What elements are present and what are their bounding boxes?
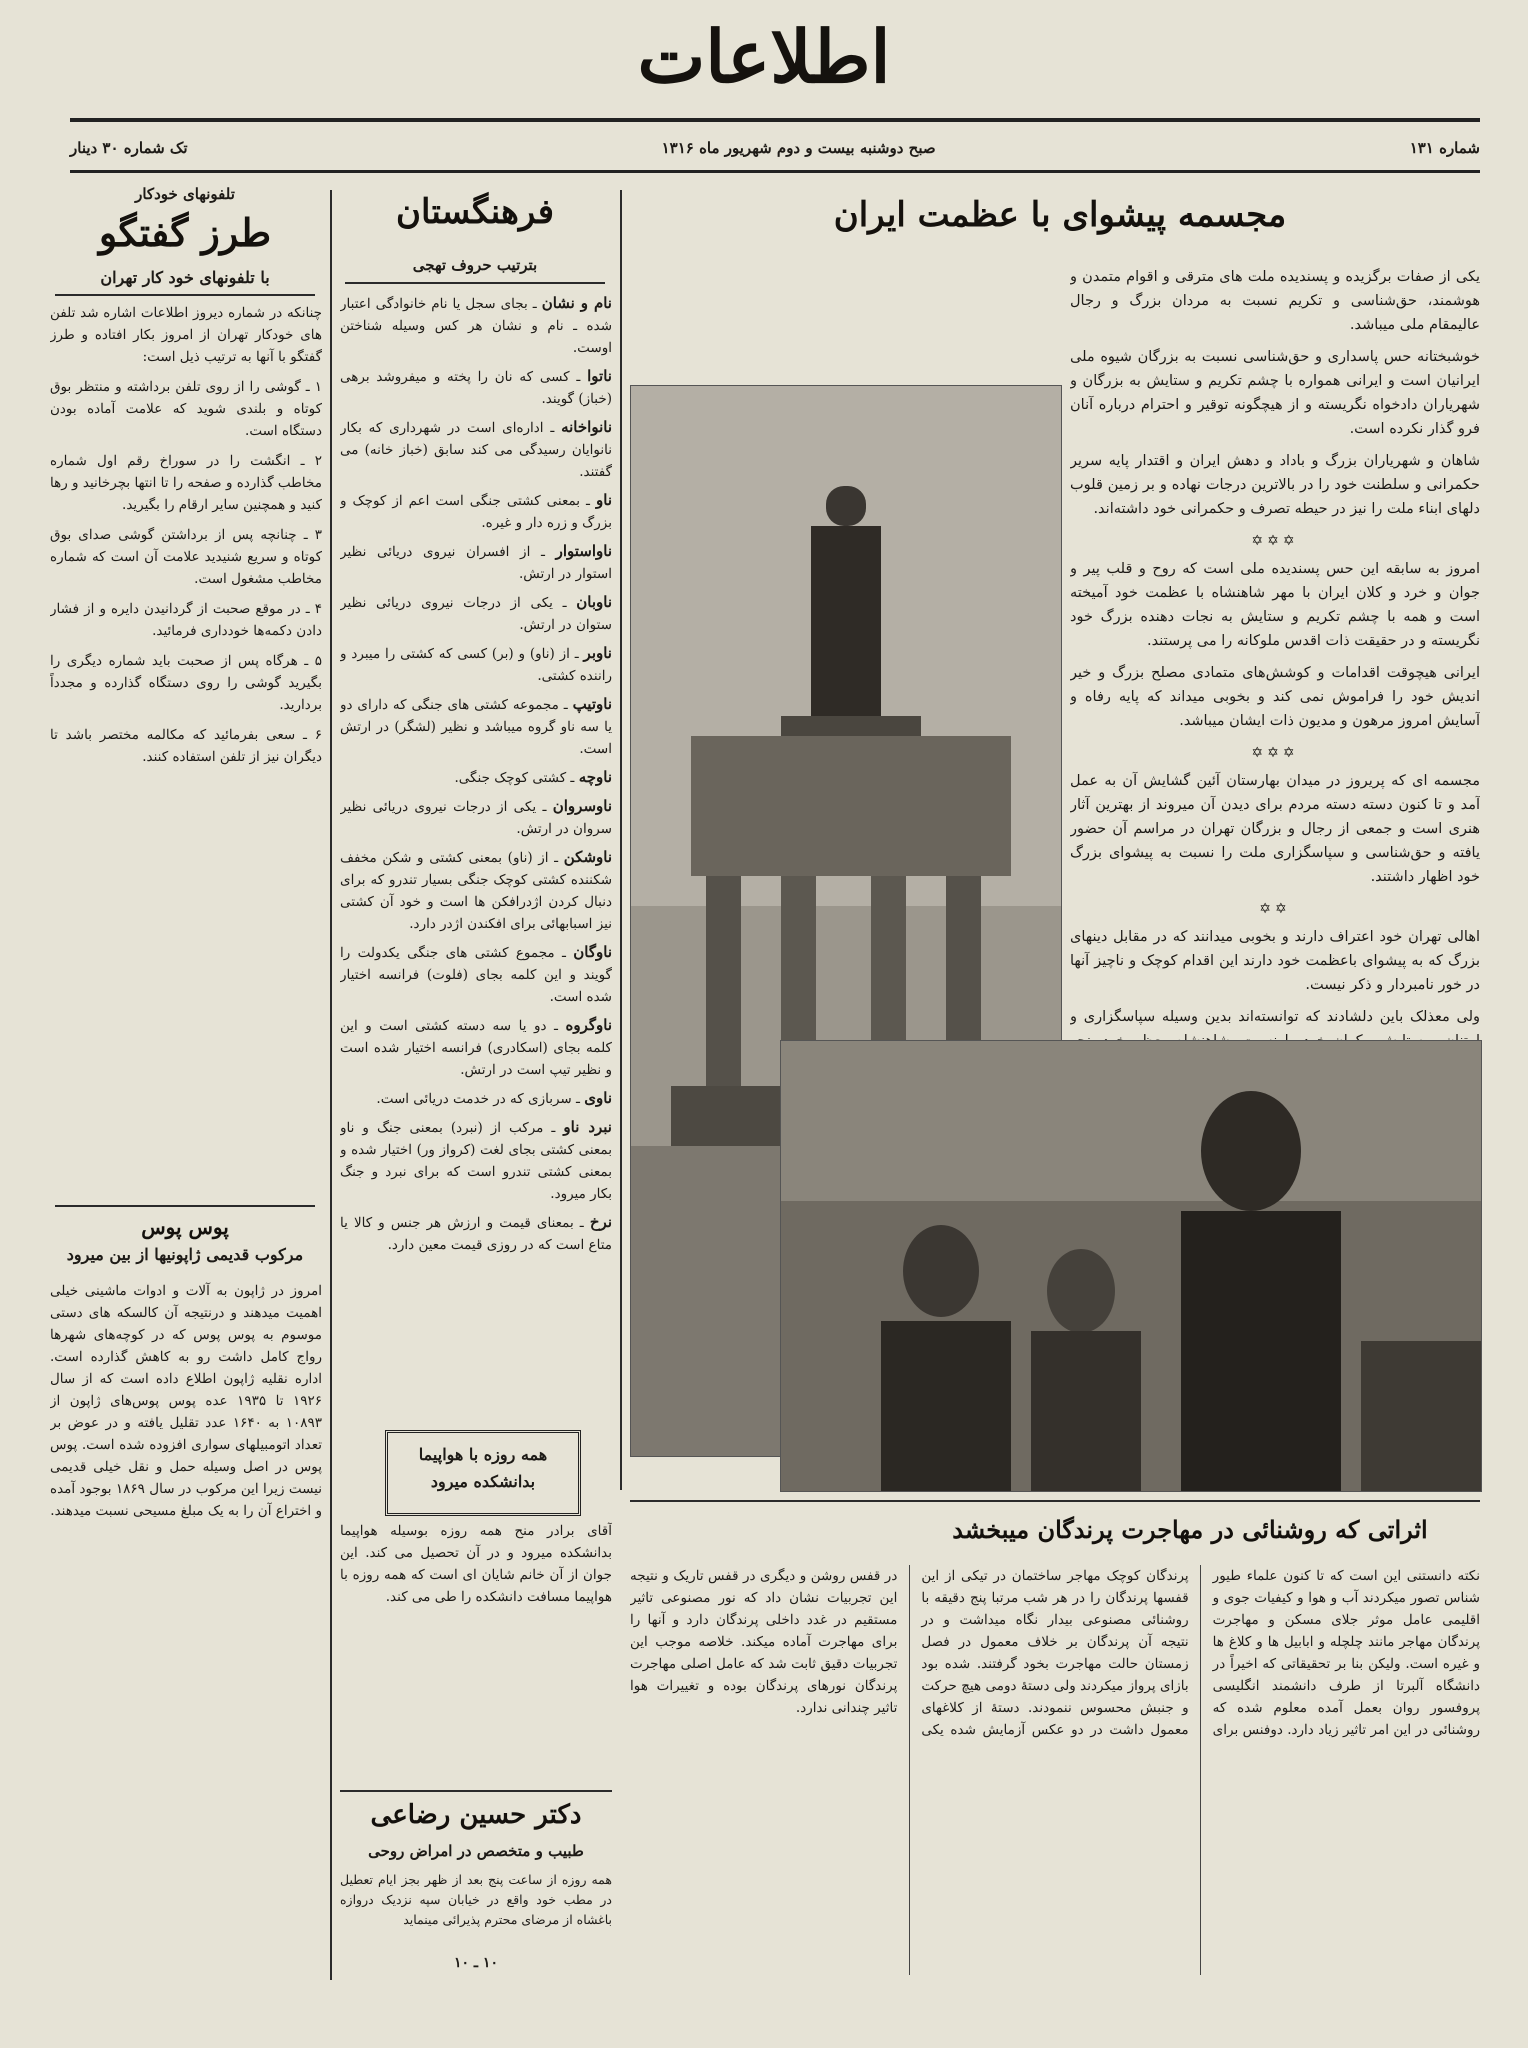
main-paragraph: شاهان و شهریاران بزرگ و باداد و دهش ایران و اقتدار پایه سریر حکمرانی و سلطنت خود را در بالاترین درجات نهاده و بر زمین قلوب دلهای ابناء ملت را نیز در حیطه تصرف و حکمرانی خود داشته‌اند. bbox=[1070, 453, 1480, 517]
entry-word: نام و نشان bbox=[541, 294, 612, 312]
entry-definition: کسی که نان را پخته و میفروشد برهی (خباز) گویند. bbox=[340, 369, 612, 407]
telephone-body bbox=[50, 302, 322, 1192]
separator-stars: ✡✡✡ bbox=[1251, 745, 1299, 761]
entry-word: ناوبر bbox=[583, 644, 612, 662]
entry-word: ناوچه bbox=[578, 768, 612, 786]
entry-definition: یکی از درجات نیروی دریائی نظیر سروان در ارتش. bbox=[340, 799, 612, 837]
issue-bar bbox=[70, 130, 1480, 166]
masthead bbox=[0, 0, 1528, 110]
dictionary-entry: نبرد ناو ـ مرکب از (نبرد) بمعنی جنگ و ناو بمعنی کشتی بجای لغت (کرواز ور) اختیار شده و بمعنی کشتی تندرو است که برای نبرد و جنگ بکار میرود. bbox=[340, 1118, 612, 1202]
section-rule bbox=[55, 294, 315, 296]
main-paragraph: امروز به سابقه این حس پسندیده ملی است که روح و قلب پیر و جوان و خرد و کلان ایران با مهر شاهنشاه با عظمت خود آمیخته است و همه با چشم تکریم و ستایش به نجات دهنده بزرگ خود نگریسته و در حقیقت ذات اقدس ملوکانه را می پرستند. bbox=[1070, 561, 1480, 649]
dictionary-entry: ناواستوار ـ از افسران نیروی دریائی نظیر استوار در ارتش. bbox=[340, 542, 612, 582]
masthead-rule bbox=[70, 118, 1480, 122]
doctor-role: طبیب و متخصص در امراض روحی bbox=[368, 1842, 584, 1860]
ceremony-photo bbox=[780, 1040, 1482, 1492]
entry-definition: اداره‌ای است در شهرداری که بکار نانوایان رسیدگی می کند سابق (خباز خانه) می گفتند. bbox=[340, 420, 612, 480]
entry-word: ناوگروه bbox=[565, 1016, 612, 1034]
entry-definition: از (ناو) و (بر) کسی که کشتی را میبرد و راننده کشتی. bbox=[340, 646, 612, 684]
farhangestan-subtitle: بترتیب حروف تهجی bbox=[412, 256, 538, 274]
telephone-step: ۵ ـ هرگاه پس از صحبت باید شماره دیگری را بگیرید گوشی را روی دستگاه گذارده و مجدداً بردارید. bbox=[50, 653, 322, 713]
entry-definition: سربازی که در خدمت دریائی است. bbox=[376, 1091, 572, 1107]
doctor-text: همه روزه از ساعت پنج بعد از ظهر بجز ایام تعطیل در مطب خود واقع در خیابان سپه نزدیک دروازه باغشاه از مرضای محترم پذیرائی مینماید bbox=[340, 1872, 612, 1927]
telephone-step: ۱ ـ گوشی را از روی تلفن برداشته و منتظر بوق کوتاه و بلندی شوید که علامت آماده بودن دستگاه است. bbox=[50, 379, 322, 439]
section-rule bbox=[340, 1790, 612, 1792]
dictionary-entry: نانواخانه ـ اداره‌ای است در شهرداری که بکار نانوایان رسیدگی می کند سابق (خباز خانه) می گفتند. bbox=[340, 418, 612, 480]
newspaper-title: اطلاعات bbox=[637, 14, 891, 99]
main-paragraph: مجسمه ای که پریروز در میدان بهارستان آئین گشایش آن به عمل آمد و تا کنون دسته دسته مردم برای دیدن آن میروند از بهترین آثار هنری است و جمعی از رجال و بزرگان تهران در مراسم آن حضور یافته و حق‌شناسی و سپاسگزاری ملت را نسبت به پیشوای بزرگ خود اظهار داشتند. bbox=[1070, 773, 1480, 885]
main-paragraph: یکی از صفات برگزیده و پسندیده ملت های مترقی و اقوام متمدن و هوشمند، حق‌شناسی و تکریم نسبت به مردان بزرگ و رجال عالیمقام ملی میباشد. bbox=[1070, 269, 1480, 333]
entry-definition: کشتی کوچک جنگی. bbox=[454, 770, 567, 786]
section-rule bbox=[630, 1500, 1480, 1502]
entry-word: ناوسروان bbox=[552, 797, 612, 815]
entry-definition: از (ناو) بمعنی کشتی و شکن مخفف شکننده کشتی کوچک جنگی بسیار تندرو که برای دنبال کردن اژدرافکن ها است و خود آن کشتی نیز اسبابهائی برای افکندن اژدر دارد. bbox=[340, 850, 612, 932]
dictionary-entry: ناوبر ـ از (ناو) و (بر) کسی که کشتی را میبرد و راننده کشتی. bbox=[340, 644, 612, 684]
entry-word: ناوتیپ bbox=[572, 695, 612, 713]
main-headline: مجسمه پیشوای با عظمت ایران bbox=[833, 195, 1287, 235]
column-divider bbox=[620, 190, 622, 1490]
pousse-body: امروز در ژاپون به آلات و ادوات ماشینی خیلی اهمیت میدهند و درنتیجه آن کالسکه های دستی موسوم به پوس پوس که در کوچه‌های شهرها رواج کامل داشت رو به کاهش گذارده است. اداره نقلیه ژاپون اطلاع داده است که از سال ۱۹۲۶ تا ۱۹۳۵ عده پوس پوس‌های ژاپون از ۱۰۸۹۳ به ۱۶۴۰ عدد تقلیل یافته و در عوض بر تعداد اتومبیلهای سواری افزوده شده است. پوس پوس در اصل وسیله حمل و نقل خیلی قدیمی نیست زیرا این مرکوب در سال ۱۸۶۹ بوجود آمده و اختراع آن را به یک مبلغ مسیحی نسبت میدهند. bbox=[50, 1283, 322, 1519]
telephone-kicker: تلفونهای خودکار bbox=[135, 185, 235, 203]
issue-rule bbox=[70, 170, 1480, 173]
dictionary-entry: ناتوا ـ کسی که نان را پخته و میفروشد برهی (خباز) گویند. bbox=[340, 367, 612, 407]
pousse-subtitle: مرکوب قدیمی ژاپونیها از بین میرود bbox=[66, 1245, 304, 1264]
dictionary-entry: ناوگان ـ مجموع کشتی های جنگی یکدولت را گویند و این کلمه بجای (فلوت) فرانسه اختیار شده است. bbox=[340, 943, 612, 1005]
telephone-step: ۴ ـ در موقع صحبت از گردانیدن دایره و از فشار دادن دکمه‌ها خودداری فرمائید. bbox=[50, 601, 322, 639]
farhangestan-entries bbox=[340, 292, 612, 1432]
issue-number: شماره ۱۳۱ bbox=[1409, 139, 1480, 157]
entry-word: ناو bbox=[596, 491, 612, 509]
airplane-article: آقای برادر منح همه روزه بوسیله هواپیما بدانشکده میرود و در آن تحصیل می کند. این جوان از آن خانم شایان ای است که همه روزه با هواپیما مسافت دانشکده را طی می کند. bbox=[340, 1523, 612, 1605]
entry-word: ناوگان bbox=[573, 943, 612, 961]
telephone-subhead: با تلفونهای خود کار تهران bbox=[100, 268, 270, 287]
main-paragraph: خوشبختانه حس پاسداری و حق‌شناسی نسبت به بزرگان شیوه ملی ایرانیان است و ایرانی همواره با چشم تکریم و ستایش به بزرگان و شهریاران دادخواه نگریسته و از هیچگونه توقیر و احترام درباره آنان فرو گذار نکرده است. bbox=[1070, 349, 1480, 437]
entry-word: ناوی bbox=[584, 1089, 612, 1107]
separator-stars: ✡✡✡ bbox=[1251, 533, 1299, 549]
telephone-intro: چنانکه در شماره دیروز اطلاعات اشاره شد تلفن های خودکار تهران از امروز بکار افتاده و طرز گفتگو با آنها به ترتیب ذیل است: bbox=[50, 305, 322, 365]
entry-definition: یکی از درجات نیروی دریائی نظیر ستوان در ارتش. bbox=[340, 595, 612, 633]
dictionary-entry: ناو ـ بمعنی کشتی جنگی است اعم از کوچک و بزرگ و زره دار و غیره. bbox=[340, 491, 612, 531]
section-rule bbox=[345, 282, 605, 284]
farhangestan-title: فرهنگستان bbox=[396, 192, 554, 232]
airplane-box-line1: همه روزه با هواپیما bbox=[418, 1445, 548, 1464]
entry-word: ناواستوار bbox=[555, 542, 612, 560]
pousse-title: پوس پوس bbox=[141, 1215, 229, 1239]
dictionary-entry: ناوبان ـ یکی از درجات نیروی دریائی نظیر ستوان در ارتش. bbox=[340, 593, 612, 633]
dictionary-entry: نام و نشان ـ بجای سجل یا نام خانوادگی اعتبار شده ـ نام و نشان هر کس وسیله شناختن اوست. bbox=[340, 294, 612, 356]
doctor-code: ۱۰ ـ ۱۰ bbox=[454, 1955, 498, 1971]
entry-definition: بمعنای قیمت و ارزش هر جنس و کالا یا متاع است که در روزی قیمت معین دارد. bbox=[340, 1215, 612, 1253]
dictionary-entry: ناوشکن ـ از (ناو) بمعنی کشتی و شکن مخفف شکننده کشتی کوچک جنگی بسیار تندرو که برای دنبال کردن اژدرافکن ها است و خود آن کشتی نیز اسبابهائی برای افکندن اژدر دارد. bbox=[340, 848, 612, 932]
entry-definition: مجموعه کشتی های جنگی که دارای دو یا سه ناو گروه میباشد و نظیر (لشگر) در ارتش است. bbox=[340, 697, 612, 757]
entry-definition: بمعنی کشتی جنگی است اعم از کوچک و بزرگ و زره دار و غیره. bbox=[340, 493, 612, 531]
main-paragraph: ایرانی هیچوقت اقدامات و کوشش‌های متمادی مصلح بزرگ و خیر اندیش خود را فراموش نمی کند و بخوبی میداند که پایه رفاه و آسایش امروز مرهون و مدیون ذات ایشان میباشد. bbox=[1070, 665, 1480, 729]
entry-definition: مجموع کشتی های جنگی یکدولت را گویند و این کلمه بجای (فلوت) فرانسه اختیار شده است. bbox=[340, 945, 612, 1005]
dictionary-entry: نرخ ـ بمعنای قیمت و ارزش هر جنس و کالا یا متاع است که در روزی قیمت معین دارد. bbox=[340, 1213, 612, 1253]
telephone-step: ۶ ـ سعی بفرمائید که مکالمه مختصر باشد تا دیگران نیز از تلفن استفاده کنند. bbox=[50, 727, 322, 765]
entry-definition: دو یا سه دسته کشتی است و این کلمه بجای (اسکادری) فرانسه اختیار شده است و نظیر تیپ است در ارتش. bbox=[340, 1018, 612, 1078]
entry-word: ناوشکن bbox=[563, 848, 612, 866]
airplane-box bbox=[385, 1430, 581, 1516]
dictionary-entry: ناوی ـ سربازی که در خدمت دریائی است. bbox=[376, 1089, 612, 1107]
ceremony-illustration bbox=[781, 1041, 1481, 1491]
entry-definition: بجای سجل یا نام خانوادگی اعتبار شده ـ نام و نشان هر کس وسیله شناختن اوست. bbox=[340, 296, 612, 356]
dictionary-entry: ناوگروه ـ دو یا سه دسته کشتی است و این کلمه بجای (اسکادری) فرانسه اختیار شده است و نظیر تیپ است در ارتش. bbox=[340, 1016, 612, 1078]
telephone-headline: طرز گفتگو bbox=[98, 210, 272, 255]
dictionary-entry: ناوسروان ـ یکی از درجات نیروی دریائی نظیر سروان در ارتش. bbox=[340, 797, 612, 837]
birds-body: نکته دانستنی این است که تا کنون علماء طیور شناس تصور میکردند آب و هوا و کیفیات جوی و اقلیمی عامل موثر جلای مسکن و مهاجرت پرندگان مهاجر مانند چلچله و ابابیل ها و کلاغ ها و غیره است. ولیکن بنا بر تحقیقاتی که اخیراً در دانشگاه آلبرتا از طرف دانشمند انگلیسی پروفسور روان بعمل آمده معلوم شده که روشنائی در این امر تاثیر زیاد دارد. دوفنس برای پرندگان کوچک مهاجر ساختمان در تیکی از این قفسها پرندگان را در هر شب مرتبا پنج دقیقه با روشنائی مصنوعی بیدار نگاه میداشت و در نتیجه آن پرندگان بر خلاف معمول در فصل زمستان حالت مهاجرت بخود گرفتند. شده بود بازای پرواز میکردند ولی دستهٔ دومی هیچ حرکت و جنبش محسوس ننمودند. دستهٔ از کلاغهای معمول داشت در دو عکس آزمایش شده یکی در قفس روشن و دیگری در قفس تاریک و نتیجه این تجربیات نشان داد که نور مصنوعی تاثیر مستقیم در غدد داخلی پرندگان دارد و آنها را برای مهاجرت آماده میکند. خلاصه موجب این تجربیات دقیق ثابت شد که عامل اصلی مهاجرت پرندگان نورهای پرندگان بوده و تغییرات هوا تاثیر چندانی ندارد. bbox=[630, 1568, 1480, 1738]
airplane-box-line2: بدانشکده میرود bbox=[430, 1472, 536, 1491]
entry-definition: مرکب از (نبرد) بمعنی جنگ و ناو بمعنی کشتی بجای لغت (کرواز ور) اختیار شده و بمعنی کشتی تندرو است که برای نبرد و جنگ بکار میرود. bbox=[340, 1120, 612, 1202]
main-paragraph: اهالی تهران خود اعتراف دارند و بخوبی میدانند که در مقابل دینهای بزرگ که به پیشوای باعظمت خود دارند این اقدام کوچک و ناچیز آنها در خور نامبردار و ذکر نیست. bbox=[1070, 929, 1480, 993]
separator-stars: ✡✡ bbox=[1259, 901, 1291, 917]
main-paragraph: ولی معذلک باین دلشادند که توانسته‌اند بدین وسیله سپاسگزاری و bbox=[1070, 1009, 1480, 1025]
entry-word: ناتوا bbox=[587, 367, 612, 385]
telephone-step: ۳ ـ چنانچه پس از برداشتن گوشی صدای بوق کوتاه و سریع شنیدید علامت آن است که شماره مخاطب مشغول است. bbox=[50, 527, 322, 587]
dictionary-entry: ناوچه ـ کشتی کوچک جنگی. bbox=[454, 768, 612, 786]
section-rule bbox=[55, 1205, 315, 1207]
entry-word: نبرد ناو bbox=[563, 1118, 612, 1136]
doctor-name: دکتر حسین رضاعی bbox=[370, 1800, 582, 1830]
column-divider bbox=[330, 190, 332, 1980]
entry-word: ناوبان bbox=[576, 593, 612, 611]
birds-headline: اثراتی که روشنائی در مهاجرت پرندگان میبخشد bbox=[952, 1515, 1428, 1544]
dictionary-entry: ناوتیپ ـ مجموعه کشتی های جنگی که دارای دو یا سه ناو گروه میباشد و نظیر (لشگر) در ارتش است. bbox=[340, 695, 612, 757]
main-article-body bbox=[1070, 265, 1480, 1145]
issue-price: تک شماره ۳۰ دینار bbox=[70, 139, 188, 157]
entry-word: نرخ bbox=[589, 1213, 612, 1231]
entry-word: نانواخانه bbox=[561, 418, 612, 436]
entry-definition: از افسران نیروی دریائی نظیر استوار در ارتش. bbox=[340, 544, 612, 582]
issue-date: صبح دوشنبه بیست و دوم شهریور ماه ۱۳۱۶ bbox=[661, 139, 936, 157]
telephone-step: ۲ ـ انگشت را در سوراخ رقم اول شماره مخاطب گذارده و صفحه را تا انتها بچرخانید و رها کنید و همچنین سایر ارقام را بگیرید. bbox=[50, 453, 322, 513]
